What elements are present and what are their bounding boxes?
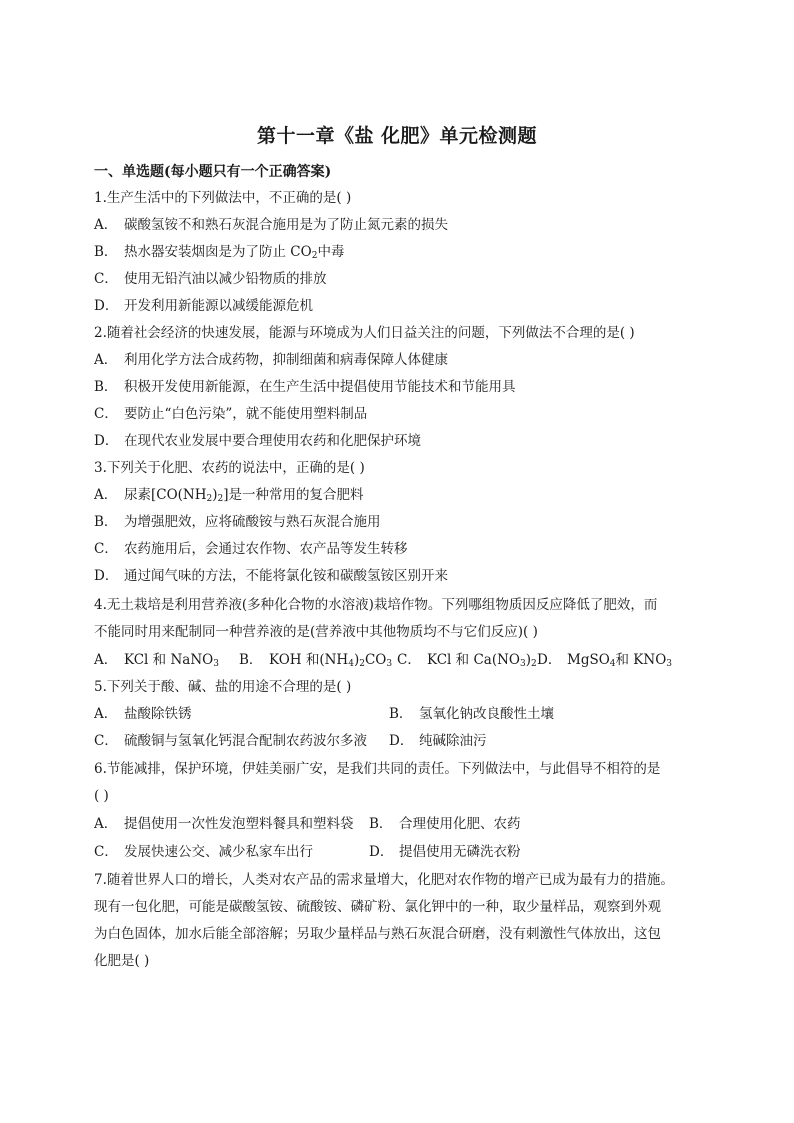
question-4-option-d bbox=[537, 652, 672, 668]
question-4-option-c bbox=[397, 650, 537, 670]
option-label: A． bbox=[94, 217, 118, 233]
subscript: 3 bbox=[519, 659, 526, 669]
option-text: 开发利用新能源以减缓能源危机 bbox=[124, 298, 313, 314]
option-label: C． bbox=[397, 652, 421, 668]
subscript: 3 bbox=[386, 659, 393, 669]
option-text: 和 KNO bbox=[615, 652, 667, 668]
question-4-options bbox=[94, 650, 672, 670]
option-label: D． bbox=[94, 568, 119, 584]
question-5-stem: 5.下列关于酸、碱、盐的用途不合理的是( ) bbox=[94, 679, 352, 695]
option-label: B． bbox=[94, 514, 118, 530]
option-text: ) bbox=[353, 652, 360, 668]
option-label: B． bbox=[94, 244, 118, 260]
subscript: 2 bbox=[206, 494, 213, 504]
question-4-option-b bbox=[239, 650, 397, 670]
question-5-row-2 bbox=[94, 731, 487, 751]
option-text: 盐酸除铁锈 bbox=[124, 706, 192, 722]
option-text: 合理使用化肥、农药 bbox=[399, 816, 521, 832]
question-5-option-c bbox=[94, 731, 389, 751]
question-5-option-d bbox=[389, 733, 487, 749]
subscript: 2 bbox=[217, 494, 224, 504]
option-text: 硫酸铜与氢氧化钙混合配制农药波尔多液 bbox=[124, 733, 367, 749]
subscript: 2 bbox=[531, 659, 537, 669]
subscript: 3 bbox=[213, 659, 219, 669]
option-text: ) bbox=[525, 652, 531, 668]
option-text: 农药施用后，会通过农作物、农产品等发生转移 bbox=[124, 541, 408, 557]
question-4-stem-line-2: 不能同时用来配制同一种营养液的是(营养液中其他物质均不与它们反应)( ) bbox=[94, 624, 538, 640]
option-text: 在现代农业发展中要合理使用农药和化肥保护环境 bbox=[124, 433, 421, 449]
question-2-option-c bbox=[94, 404, 367, 424]
option-text: 尿素[CO(NH bbox=[124, 487, 207, 503]
question-6-option-c bbox=[94, 842, 369, 862]
option-text: ]是一种常用的复合肥料 bbox=[223, 487, 364, 503]
option-label: C． bbox=[94, 733, 118, 749]
question-7-line-1: 7.随着世界人口的增长，人类对农产品的需求量增大，化肥对农作物的增产已成为最有力的措施。 bbox=[94, 872, 674, 888]
question-6-option-d bbox=[369, 844, 521, 860]
option-label: C． bbox=[94, 844, 118, 860]
option-text: 提倡使用一次性发泡塑料餐具和塑料袋 bbox=[124, 816, 354, 832]
question-3-option-a bbox=[94, 485, 364, 505]
question-6-row-2 bbox=[94, 842, 521, 862]
section-heading: 一、单选题(每小题只有一个正确答案) bbox=[94, 164, 332, 180]
option-text: 积极开发使用新能源，在生产生活中提倡使用节能技术和节能用具 bbox=[124, 379, 516, 395]
question-3-option-c bbox=[94, 539, 408, 559]
option-label: D． bbox=[94, 298, 119, 314]
option-text: KCl 和 NaNO bbox=[124, 652, 214, 668]
question-1-option-c bbox=[94, 269, 327, 289]
option-text: 氢氧化钠改良酸性土壤 bbox=[419, 706, 554, 722]
option-text: ) bbox=[212, 487, 218, 503]
option-label: A． bbox=[94, 487, 118, 503]
option-text: 利用化学方法合成药物，抑制细菌和病毒保障人体健康 bbox=[124, 352, 448, 368]
option-label: D． bbox=[389, 733, 414, 749]
option-text: 发展快速公交、减少私家车出行 bbox=[124, 844, 313, 860]
option-label: C． bbox=[94, 271, 118, 287]
question-2-option-a bbox=[94, 350, 448, 370]
option-text: 为增强肥效，应将硫酸铵与熟石灰混合施用 bbox=[124, 514, 381, 530]
page-title: 第十一章《盐 化肥》单元检测题 bbox=[256, 125, 538, 147]
question-7-line-4: 化肥是( ) bbox=[94, 953, 150, 969]
option-label: B． bbox=[389, 706, 413, 722]
option-label: A． bbox=[94, 816, 118, 832]
question-1-stem: 1.生产生活中的下列做法中，不正确的是( ) bbox=[94, 190, 352, 206]
option-label: C． bbox=[94, 541, 118, 557]
question-3-option-d bbox=[94, 566, 448, 586]
option-text: 通过闻气味的方法，不能将氯化铵和碳酸氢铵区别开来 bbox=[124, 568, 448, 584]
option-text: MgSO bbox=[567, 652, 610, 668]
option-text: 使用无铅汽油以减少铅物质的排放 bbox=[124, 271, 327, 287]
option-text: KCl 和 Ca(NO bbox=[427, 652, 520, 668]
subscript: 3 bbox=[666, 659, 673, 669]
option-text: 中毒 bbox=[317, 244, 345, 260]
option-label: D． bbox=[537, 652, 562, 668]
question-2-stem: 2.随着社会经济的快速发展，能源与环境成为人们日益关注的问题，下列做法不合理的是( ) bbox=[94, 325, 635, 341]
question-2-option-b bbox=[94, 377, 516, 397]
question-7-line-2: 现有一包化肥，可能是碳酸氢铵、硫酸铵、磷矿粉、氯化钾中的一种，取少量样品，观察到外观 bbox=[94, 899, 661, 915]
question-1-option-b bbox=[94, 242, 344, 262]
question-5-option-a bbox=[94, 704, 389, 724]
subscript: 4 bbox=[348, 659, 354, 669]
option-label: D． bbox=[94, 433, 119, 449]
option-label: A． bbox=[94, 706, 118, 722]
question-5-row-1 bbox=[94, 704, 554, 724]
question-1-option-d bbox=[94, 296, 313, 316]
subscript: 2 bbox=[359, 659, 365, 669]
option-text: KOH 和(NH bbox=[269, 652, 349, 668]
question-3-option-b bbox=[94, 512, 381, 532]
question-6-stem-line-2: ( ) bbox=[94, 788, 109, 804]
question-6-option-a bbox=[94, 814, 369, 834]
question-6-stem-line-1: 6.节能减排，保护环境，伊娃美丽广安，是我们共同的责任。下列做法中，与此倡导不相符的是 bbox=[94, 761, 661, 777]
question-1-option-a bbox=[94, 215, 448, 235]
option-text: 热水器安装烟囱是为了防止 CO bbox=[124, 244, 312, 260]
option-label: D． bbox=[369, 844, 394, 860]
question-2-option-d bbox=[94, 431, 421, 451]
question-4-option-a bbox=[94, 650, 239, 670]
question-7-line-3: 为白色固体，加水后能全部溶解；另取少量样品与熟石灰混合研磨，没有刺激性气体放出，这包 bbox=[94, 926, 661, 942]
option-label: B． bbox=[369, 816, 393, 832]
option-text: 提倡使用无磷洗衣粉 bbox=[399, 844, 521, 860]
option-label: A． bbox=[94, 352, 118, 368]
question-4-stem-line-1: 4.无土栽培是利用营养液(多种化合物的水溶液)栽培作物。下列哪组物质因反应降低了肥效，而 bbox=[94, 597, 658, 613]
option-label: C． bbox=[94, 406, 118, 422]
option-text: 要防止“白色污染”，就不能使用塑料制品 bbox=[124, 406, 368, 422]
question-3-stem: 3.下列关于化肥、农药的说法中，正确的是( ) bbox=[94, 460, 365, 476]
option-label: A． bbox=[94, 652, 118, 668]
option-text: 纯碱除油污 bbox=[419, 733, 487, 749]
question-5-option-b bbox=[389, 706, 554, 722]
option-label: B． bbox=[239, 652, 263, 668]
subscript: 4 bbox=[609, 659, 616, 669]
option-text: CO bbox=[364, 652, 387, 668]
question-6-row-1 bbox=[94, 814, 521, 834]
option-label: B． bbox=[94, 379, 118, 395]
subscript: 2 bbox=[311, 251, 318, 261]
question-6-option-b bbox=[369, 816, 521, 832]
option-text: 碳酸氢铵不和熟石灰混合施用是为了防止氮元素的损失 bbox=[124, 217, 448, 233]
